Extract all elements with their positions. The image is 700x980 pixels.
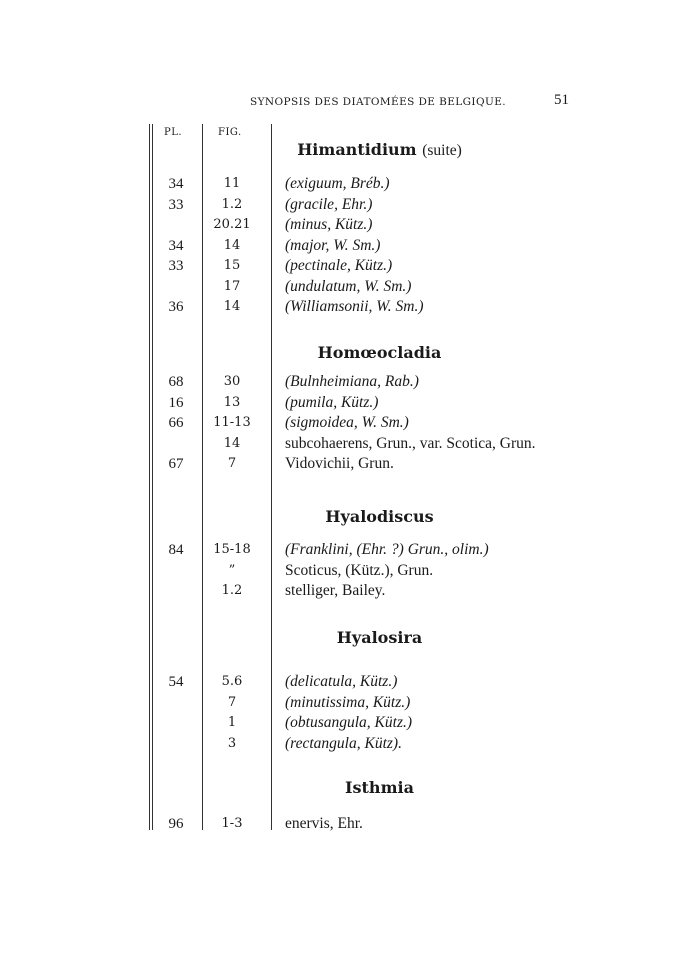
species-name: (undulatum, W. Sm.) — [285, 277, 412, 295]
plate-number: 33 — [168, 258, 184, 274]
table-row — [0, 814, 700, 834]
table-row — [0, 734, 700, 754]
figure-number: 20.21 — [213, 217, 251, 232]
plate-number: 54 — [168, 674, 184, 690]
species-name: (Franklini, (Ehr. ?) Grun., olim.) — [285, 541, 489, 558]
table-row — [0, 540, 700, 560]
figure-number: 11-13 — [213, 415, 251, 430]
plate-number: 68 — [168, 374, 184, 390]
figure-number: 1-3 — [221, 816, 243, 831]
figure-number: 15-18 — [213, 542, 251, 557]
genus-suffix: (suite) — [422, 142, 462, 159]
column-header-fig: FIG. — [218, 127, 242, 138]
species-name: (pectinale, Kütz.) — [285, 257, 393, 274]
plate-number: 16 — [168, 394, 184, 411]
species-name: (Bulnheimiana, Rab.) — [285, 373, 419, 390]
species-name: stelliger, Bailey. — [285, 582, 386, 599]
column-header-pl: PL. — [164, 127, 183, 138]
figure-number: 5.6 — [221, 674, 243, 689]
figure-number: 14 — [223, 237, 241, 253]
table-row — [0, 236, 700, 256]
genus-name: Himantidium — [297, 140, 417, 159]
species-name: (sigmoidea, W. Sm.) — [285, 414, 409, 431]
species-name: subcohaerens, Grun., var. Scotica, Grun. — [285, 434, 536, 452]
plate-number: 36 — [168, 299, 184, 315]
table-row — [0, 393, 700, 413]
species-name: (minutissima, Kütz.) — [285, 693, 411, 711]
species-name: (delicatula, Kütz.) — [285, 673, 398, 690]
genus-heading — [272, 778, 487, 797]
figure-number: 15 — [223, 258, 241, 273]
plate-number: 34 — [168, 237, 184, 254]
figure-number: 30 — [223, 374, 241, 389]
species-name: (gracile, Ehr.) — [285, 195, 373, 213]
table-row — [0, 297, 700, 317]
table-row — [0, 434, 700, 454]
genus-name: Isthmia — [345, 778, 414, 797]
genus-name: Hyalosira — [336, 628, 423, 647]
plate-number: 96 — [168, 816, 184, 832]
species-name: (exiguum, Bréb.) — [285, 175, 390, 192]
figure-number: 1.2 — [221, 583, 243, 598]
species-name: (obtusangula, Kütz.) — [285, 714, 413, 731]
table-row — [0, 693, 700, 713]
figure-number: 14 — [223, 299, 241, 314]
table-row — [0, 215, 700, 235]
page-number: 51 — [554, 92, 569, 108]
table-row — [0, 195, 700, 215]
species-name: (pumila, Kütz.) — [285, 393, 379, 411]
table-row — [0, 372, 700, 392]
genus-heading — [272, 343, 487, 362]
table-row — [0, 277, 700, 297]
species-name: enervis, Ehr. — [285, 815, 363, 832]
genus-heading — [272, 507, 487, 526]
table-row — [0, 713, 700, 733]
plate-number: 66 — [168, 415, 184, 431]
genus-name: Hyalodiscus — [325, 507, 434, 526]
plate-number: 67 — [168, 456, 184, 472]
species-name: (major, W. Sm.) — [285, 236, 381, 254]
figure-number: 7 — [227, 694, 237, 710]
genus-heading — [272, 628, 487, 647]
figure-number: ” — [228, 562, 236, 578]
species-name: (Williamsonii, W. Sm.) — [285, 298, 424, 315]
table-row — [0, 561, 700, 581]
running-head: SYNOPSIS DES DIATOMÉES DE BELGIQUE. — [250, 96, 507, 108]
figure-number: 7 — [227, 456, 237, 471]
species-name: (rectangula, Kütz). — [285, 734, 402, 752]
table-row — [0, 174, 700, 194]
table-row — [0, 581, 700, 601]
table-row — [0, 672, 700, 692]
table-row — [0, 256, 700, 276]
table-row — [0, 413, 700, 433]
figure-number: 11 — [223, 176, 241, 191]
species-name: (minus, Kütz.) — [285, 216, 373, 233]
species-name: Scoticus, (Kütz.), Grun. — [285, 561, 434, 579]
figure-number: 14 — [223, 435, 241, 451]
figure-number: 1 — [227, 715, 237, 730]
plate-number: 34 — [168, 176, 184, 192]
figure-number: 3 — [227, 735, 237, 751]
species-name: Vidovichii, Grun. — [285, 455, 394, 472]
figure-number: 1.2 — [221, 196, 243, 212]
table-row — [0, 454, 700, 474]
genus-name: Homœocladia — [317, 343, 442, 362]
genus-heading — [272, 140, 487, 160]
plate-number: 33 — [168, 196, 184, 213]
figure-number: 13 — [223, 394, 241, 410]
plate-number: 84 — [168, 542, 184, 558]
figure-number: 17 — [223, 278, 241, 294]
